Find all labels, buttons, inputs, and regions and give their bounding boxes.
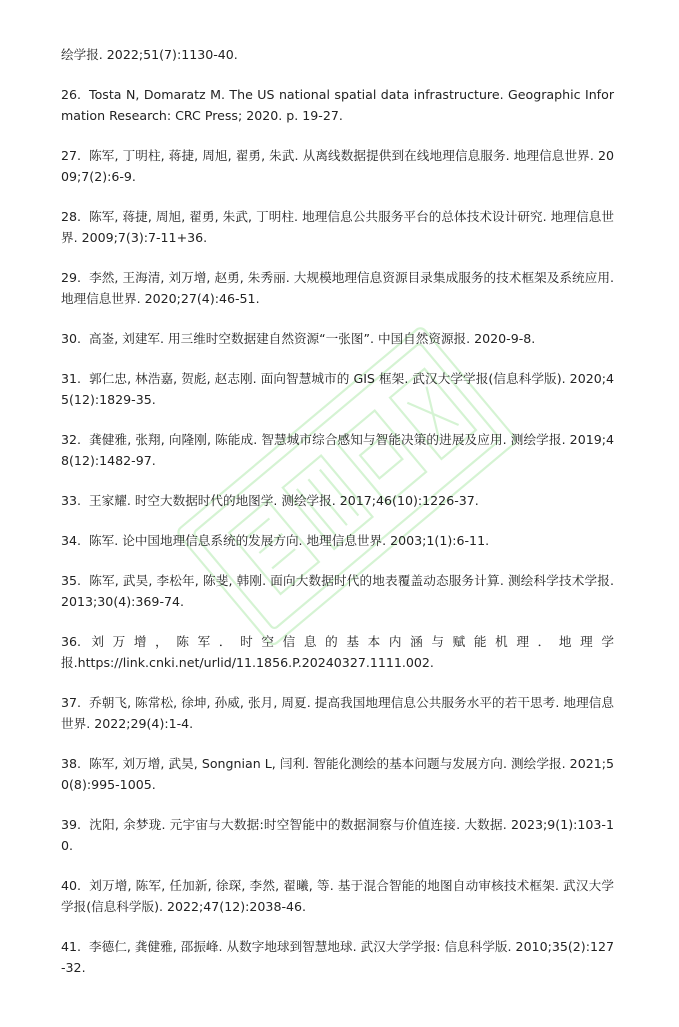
reference-text: 王家耀. 时空大数据时代的地图学. 测绘学报. 2017;46(10):1226-37. bbox=[89, 493, 479, 508]
reference-number: 38. bbox=[61, 756, 82, 771]
reference-item bbox=[61, 631, 614, 673]
reference-item bbox=[61, 692, 614, 734]
reference-item bbox=[61, 328, 614, 349]
reference-text: 刘万增, 陈军, 任加新, 徐琛, 李然, 翟曦, 等. 基于混合智能的地图自动审核技术框架. 武汉大学学报(信息科学版). 2022;47(12):2038-46. bbox=[61, 878, 614, 914]
reference-text: 陈军, 蒋捷, 周旭, 翟勇, 朱武, 丁明柱. 地理信息公共服务平台的总体技术设计研究. 地理信息世界. 2009;7(3):7-11+36. bbox=[61, 209, 614, 245]
reference-item bbox=[61, 84, 614, 126]
reference-text: 龚健雅, 张翔, 向隆刚, 陈能成. 智慧城市综合感知与智能决策的进展及应用. 测绘学报. 2019;48(12):1482-97. bbox=[61, 432, 614, 468]
reference-item bbox=[61, 368, 614, 410]
reference-text: 李德仁, 龚健雅, 邵振峰. 从数字地球到智慧地球. 武汉大学学报: 信息科学版. 2010;35(2):127-32. bbox=[61, 939, 614, 975]
reference-item bbox=[61, 267, 614, 309]
reference-text: 乔朝飞, 陈常松, 徐坤, 孙威, 张月, 周夏. 提高我国地理信息公共服务水平的若干思考. 地理信息世界. 2022;29(4):1-4. bbox=[61, 695, 614, 731]
reference-text: 绘学报. 2022;51(7):1130-40. bbox=[61, 47, 238, 62]
reference-item bbox=[61, 814, 614, 856]
reference-text: 沈阳, 余梦珑. 元宇宙与大数据:时空智能中的数据洞察与价值连接. 大数据. 2023;9(1):103-10. bbox=[61, 817, 614, 853]
reference-number: 26. bbox=[61, 87, 82, 102]
reference-line-1 bbox=[61, 631, 614, 652]
reference-item bbox=[61, 145, 614, 187]
reference-item bbox=[61, 490, 614, 511]
reference-text: 陈军. 论中国地理信息系统的发展方向. 地理信息世界. 2003;1(1):6-11. bbox=[89, 533, 490, 548]
reference-number: 29. bbox=[61, 270, 82, 285]
reference-text: 陈军, 武昊, 李松年, 陈斐, 韩刚. 面向大数据时代的地表覆盖动态服务计算. 测绘科学技术学报. 2013;30(4):369-74. bbox=[61, 573, 614, 609]
reference-number: 32. bbox=[61, 432, 82, 447]
reference-item bbox=[61, 530, 614, 551]
reference-item bbox=[61, 936, 614, 978]
reference-item bbox=[61, 429, 614, 471]
reference-text: 陈军, 刘万增, 武昊, Songnian L, 闫利. 智能化测绘的基本问题与发展方向. 测绘学报. 2021;50(8):995-1005. bbox=[61, 756, 614, 792]
reference-number: 34. bbox=[61, 533, 82, 548]
reference-number: 40. bbox=[61, 878, 82, 893]
reference-text: 郭仁忠, 林浩嘉, 贺彪, 赵志刚. 面向智慧城市的 GIS 框架. 武汉大学学报(信息科学版). 2020;45(12):1829-35. bbox=[61, 371, 614, 407]
reference-text: 陈军, 丁明柱, 蒋捷, 周旭, 翟勇, 朱武. 从离线数据提供到在线地理信息服务. 地理信息世界. 2009;7(2):6-9. bbox=[61, 148, 614, 184]
reference-item bbox=[61, 570, 614, 612]
reference-list bbox=[61, 44, 614, 997]
reference-number: 28. bbox=[61, 209, 82, 224]
reference-number: 41. bbox=[61, 939, 82, 954]
reference-number: 39. bbox=[61, 817, 82, 832]
reference-number: 33. bbox=[61, 493, 82, 508]
reference-number: 27. bbox=[61, 148, 82, 163]
reference-number: 36. bbox=[61, 634, 82, 649]
reference-text: 高崟, 刘建军. 用三维时空数据建自然资源“一张图”. 中国自然资源报. 2020-9-8. bbox=[89, 331, 536, 346]
reference-text: 李然, 王海清, 刘万增, 赵勇, 朱秀丽. 大规模地理信息资源目录集成服务的技术框架及系统应用. 地理信息世界. 2020;27(4):46-51. bbox=[61, 270, 614, 306]
reference-item bbox=[61, 44, 614, 65]
reference-item bbox=[61, 206, 614, 248]
reference-link[interactable]: 报.https://link.cnki.net/urlid/11.1856.P.20240327.1111.002. bbox=[61, 655, 434, 670]
reference-item bbox=[61, 875, 614, 917]
reference-number: 30. bbox=[61, 331, 82, 346]
reference-item bbox=[61, 753, 614, 795]
reference-number: 35. bbox=[61, 573, 82, 588]
reference-text: 刘 万 增 ， 陈 军 ． 时 空 信 息 的 基 本 内 涵 与 赋 能 机 理 ． 地 理 学 bbox=[89, 634, 614, 649]
reference-number: 31. bbox=[61, 371, 82, 386]
reference-text: Tosta N, Domaratz M. The US national spatial data infrastructure. Geographic Information Research: CRC Press; 2020. p. 19-27. bbox=[61, 87, 614, 123]
reference-number: 37. bbox=[61, 695, 82, 710]
